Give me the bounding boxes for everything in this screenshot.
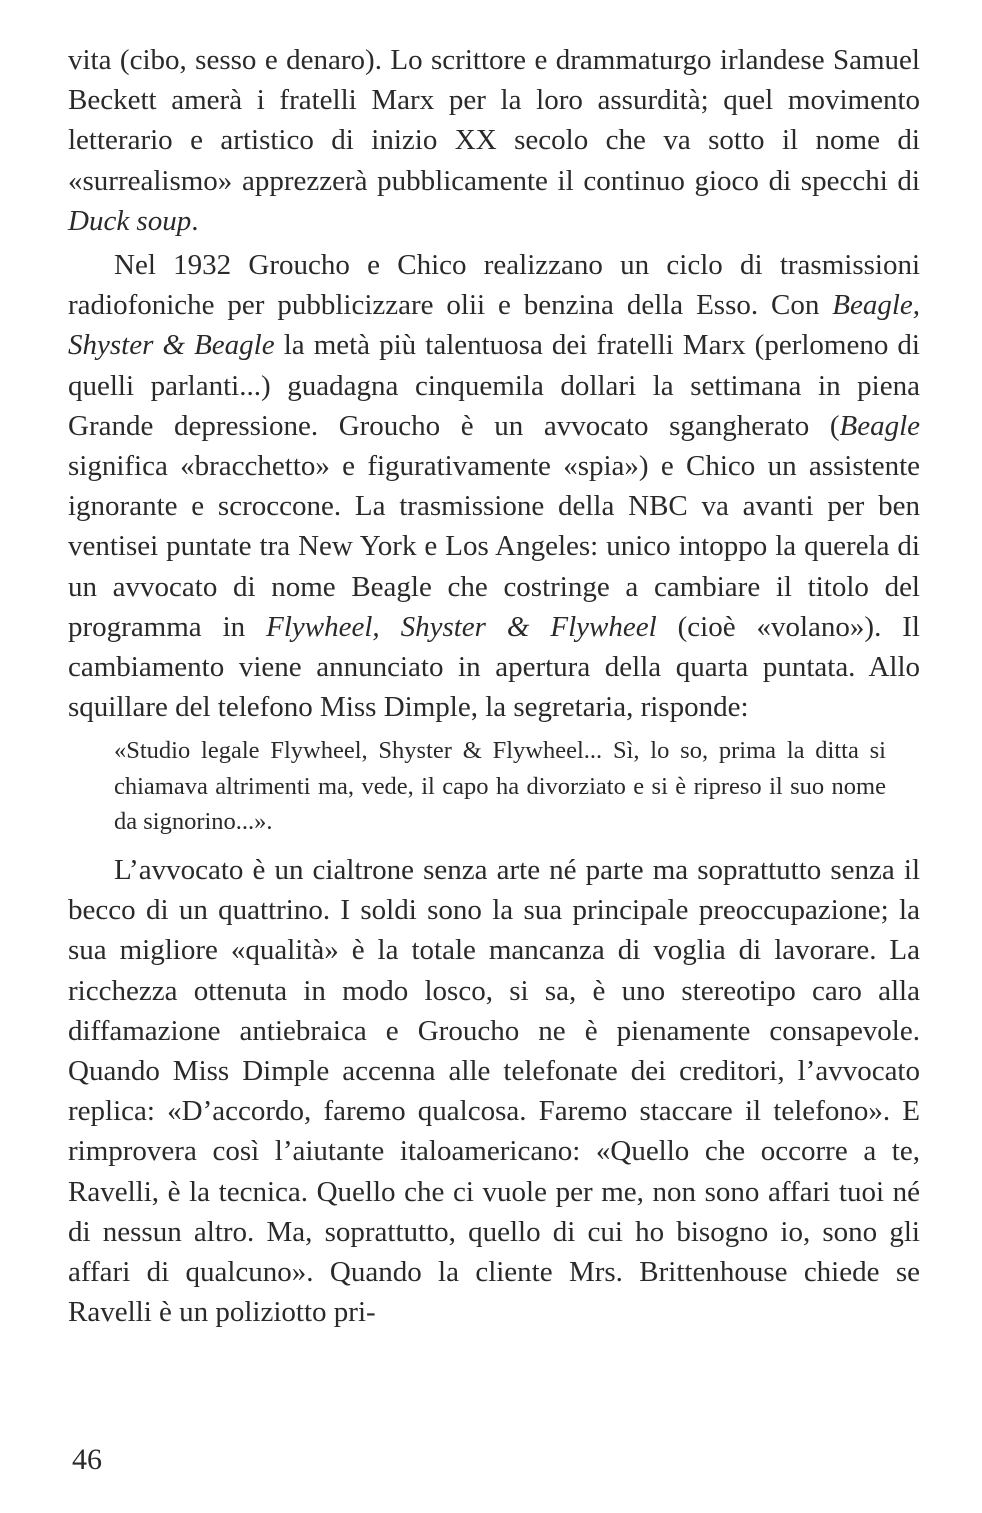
- text-run: vita (cibo, sesso e denaro). Lo scrittore e drammaturgo irlandese Samuel Beckett amerà i fratelli Marx per la loro assurdità; quel movimento letterario e artistico di inizio XX secolo che va sotto il nome di «surrealismo» apprezzerà pubblicamente il continuo gioco di specchi di: [68, 44, 920, 197]
- italic-title: Flywheel, Shyster & Flywheel: [266, 610, 657, 643]
- text-run: Nel 1932 Groucho e Chico realizzano un ciclo di trasmissioni radiofoniche per pubblicizzare olii e benzina della Esso. Con: [68, 249, 920, 322]
- paragraph-1: [68, 40, 920, 241]
- text-run: la metà più talentuosa dei fratelli Marx (perlomeno di quelli parlanti...) guadagna cinquemila dollari la settimana in piena Grande depressione. Groucho è un avvocato sgangherato (: [68, 329, 920, 442]
- text-run: (cioè «volano»). Il cambiamento viene annunciato in apertura della quarta puntata. Allo squillare del telefono Miss Dimple, la segretaria, risponde:: [68, 610, 920, 724]
- italic-title: Duck soup: [68, 204, 192, 237]
- block-quote: [114, 733, 886, 840]
- italic-title: Beagle, Shyster & Beagle: [68, 289, 920, 362]
- paragraph-3: [68, 850, 920, 1332]
- page-number: 46: [72, 1443, 102, 1476]
- page-body: [68, 40, 920, 1332]
- paragraph-2: [68, 245, 920, 727]
- italic-title: Beagle: [839, 409, 920, 442]
- text-run: significa «bracchetto» e figurativamente «spia») e Chico un assistente ignorante e scroccone. La trasmissione della NBC va avanti per ben ventisei puntate tra New York e Los Angeles: unico intoppo la querela di un avvocato di nome Beagle che costringe a cambiare il titolo del programma in: [68, 450, 920, 643]
- text-run: .: [191, 204, 199, 237]
- text-run: L’avvocato è un cialtrone senza arte né parte ma soprattutto senza il becco di un quattrino. I soldi sono la sua principale preoccupazione; la sua migliore «qualità» è la totale mancanza di voglia di lavorare. La ricchezza ottenuta in modo losco, si sa, è uno stereotipo caro alla diffamazione antiebraica e Groucho ne è pienamente consapevole. Quando Miss Dimple accenna alle telefonate dei creditori, l’avvocato replica: «D’accordo, faremo qualcosa. Faremo staccare il telefono». E rimprovera così l’aiutante italoamericano: «Quello che occorre a te, Ravelli, è la tecnica. Quello che ci vuole per me, non sono affari tuoi né di nessun altro. Ma, soprattutto, quello di cui ho bisogno io, sono gli affari di qualcuno». Quando la cliente Mrs. Brittenhouse chiede se Ravelli è un poliziotto pri-: [68, 853, 920, 1329]
- text-run: «Studio legale Flywheel, Shyster & Flywheel... Sì, lo so, prima la ditta si chiamava altrimenti ma, vede, il capo ha divorziato e si è ripreso il suo nome da signorino...».: [114, 737, 886, 836]
